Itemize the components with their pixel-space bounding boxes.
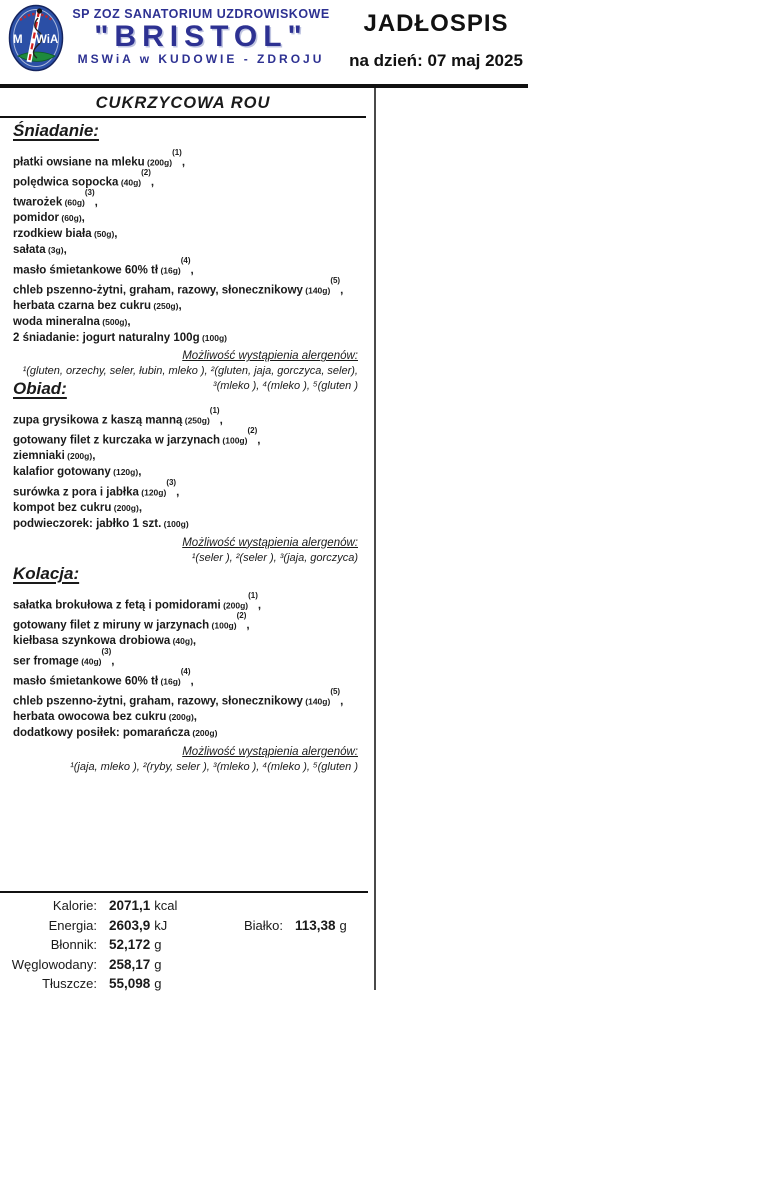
nutrition-value: 2071,1 [109,898,151,913]
nutrition-unit: kcal [154,898,178,913]
allergen-header: Możliwość wystąpienia alergenów: [182,746,358,759]
nutrition-row [0,916,374,936]
menu-item [13,170,366,190]
menu-item-name: kompot bez cukru [13,501,112,514]
allergen-line: ³(mleko ), ⁴(mleko ), ⁵(gluten ) [212,379,358,392]
menu-item-name: surówka z pora i jabłka [13,486,139,499]
nutrition-label: Błonnik: [50,937,97,952]
document-date: na dzień: 07 maj 2025 [349,51,523,70]
menu-item-portion: (120g) [110,467,139,478]
menu-item-tail: , [114,228,118,241]
menu-item-name: sałata [13,243,46,256]
menu-item-portion: (40g) [170,636,193,647]
menu-item-allergen-ref: (4) [180,667,191,677]
allergen-block [0,533,358,566]
menu-item [13,669,366,689]
menu-column [0,88,366,774]
menu-item-allergen-ref: (1) [209,406,220,415]
menu-item-name: rzodkiew biała [13,228,92,241]
menu-item-portion: (200g) [64,451,93,462]
menu-item-tail: , [92,450,96,463]
org-location: MSWiA w KUDOWIE - ZDROJU [77,52,325,66]
nutrition-label: Węglowodany: [11,956,97,972]
menu-item-portion: (120g) [138,487,167,498]
menu-item [13,689,366,709]
menu-item [13,190,366,210]
meal-items [13,150,366,345]
meal-section [0,121,366,393]
menu-item-portion: (100g) [220,435,248,446]
menu-item-name: twarożek [13,196,63,209]
menu-item-portion: (16g) [158,676,181,687]
menu-item-tail: , [257,434,261,447]
menu-item-tail: , [94,196,98,209]
menu-item [13,255,366,278]
menu-item [13,330,366,346]
menu-item [13,516,366,532]
nutrition-row [0,955,374,975]
allergen-line: ¹(seler ), ²(seler ), ³(jaja, gorczyca) [191,551,358,564]
meal-title: Obiad: [13,379,67,398]
menu-item-tail: , [340,284,344,297]
menu-item [13,408,366,428]
menu-item-tail: , [257,599,262,612]
menu-item-name: herbata owocowa bez cukru [13,711,167,724]
nutrition-unit: kJ [154,917,168,933]
menu-item-name: gotowany filet z miruny w jarzynach [13,619,210,632]
menu-item-name: płatki owsiane na mleku [13,156,145,169]
menu-item [13,725,366,741]
menu-item-tail: , [138,466,142,479]
nutrition-label: Energia: [48,917,97,933]
diet-title: CUKRZYCOWA ROU [95,94,271,112]
menu-item-allergen-ref: (5) [330,687,341,697]
allergen-header: Możliwość wystąpienia alergenów: [182,536,358,549]
menu-item-name: podwieczorek: jabłko 1 szt. [13,517,162,530]
menu-item-tail: , [190,264,194,277]
nutrition-label: Kalorie: [52,898,97,913]
menu-item-tail: , [193,711,197,724]
menu-item-allergen-ref: (1) [248,591,258,600]
allergen-block [0,742,358,775]
nutrition-unit: g [154,976,162,991]
menu-item-name: polędwica sopocka [13,176,119,189]
menu-item-portion: (40g) [78,656,102,667]
menu-item-allergen-ref: (4) [180,255,191,265]
menu-item [13,150,366,170]
menu-item [13,298,366,314]
org-subtitle: SP ZOZ SANATORIUM UZDROWISKOWE [72,7,330,21]
menu-item [13,448,366,464]
nutrition-value: 258,17 [109,956,151,972]
nutrition-unit: g [339,917,347,933]
menu-item-name: 2 śniadanie: jogurt naturalny 100g [13,331,200,344]
menu-item-allergen-ref: (3) [166,477,177,487]
allergen-lines [0,551,358,566]
menu-item [13,477,366,500]
mswia-logo-icon [8,4,64,72]
menu-item-portion: (60g) [62,197,85,208]
menu-item-portion: (140g) [302,696,331,707]
menu-item-allergen-ref: (3) [84,188,95,198]
menu-item-portion: (200g) [220,600,249,611]
meal-section [0,379,366,565]
menu-item [13,593,366,613]
menu-item-portion: (50g) [91,229,115,240]
meal-section [0,564,366,775]
menu-item-portion: (250g) [151,301,179,312]
nutrition-block [0,896,374,994]
logo-mswia-text: M [13,34,23,46]
menu-item-allergen-ref: (2) [247,426,258,436]
nutrition-row [0,974,374,994]
menu-item-portion: (3g) [45,244,64,255]
menu-item-name: ser fromage [13,655,79,668]
menu-item-tail: , [127,315,131,328]
menu-item-portion: (60g) [59,213,82,224]
meal-items [13,408,366,532]
menu-item-portion: (200g) [166,712,194,723]
menu-item-tail: , [81,212,85,225]
nutrition-rule [0,891,368,893]
menu-item [13,613,366,633]
menu-item-tail: , [181,156,186,169]
menu-item-name: sałatka brokułowa z fetą i pomidorami [13,599,221,612]
menu-item-allergen-ref: (1) [172,148,182,157]
menu-item-tail: , [340,695,344,708]
menu-item [13,500,366,516]
menu-item [13,275,366,298]
menu-item-name: masło śmietankowe 60% tł [13,264,159,277]
menu-item-name: dodatkowy posiłek: pomarańcza [13,727,191,740]
menu-item-tail: , [178,300,182,313]
menu-item-tail: , [111,655,115,668]
menu-item-name: pomidor [13,212,59,225]
nutrition-row [0,935,374,955]
menu-item-allergen-ref: (5) [330,275,341,285]
menu-item-portion: (100g) [161,518,189,529]
menu-item-portion: (40g) [118,177,142,188]
menu-item-allergen-ref: (2) [236,611,247,621]
column-divider [374,88,376,990]
menu-item-tail: , [246,619,250,632]
menu-item [13,210,366,226]
nutrition-value: 55,098 [109,976,151,991]
menu-item [13,709,366,725]
menu-item-tail: , [219,414,223,427]
menu-item-name: kalafior gotowany [13,466,111,479]
nutrition-row [0,896,374,916]
menu-item [13,428,366,448]
menu-item-allergen-ref: (2) [141,168,151,178]
menu-item-portion: (140g) [302,285,331,296]
menu-item-name: gotowany filet z kurczaka w jarzynach [13,434,221,447]
nutrition-unit: g [154,956,162,972]
menu-item-tail: , [190,675,194,688]
menu-item-portion: (500g) [99,316,128,327]
brand-block [60,7,342,66]
meal-items [13,593,366,741]
menu-item [13,633,366,649]
menu-item-name: zupa grysikowa z kaszą manną [13,414,183,427]
menu-item-portion: (200g) [144,157,173,168]
menu-item-portion: (16g) [158,265,181,276]
menu-item [13,314,366,330]
diet-title-wrap [0,88,366,118]
menu-item-tail: , [176,486,180,499]
meal-title: Śniadanie: [13,121,99,140]
menu-item-tail: , [138,501,143,514]
nutrition-label: Białko: [243,917,283,933]
menu-item-tail: , [63,243,67,256]
menu-item-name: ziemniaki [13,450,65,463]
menu-item-portion: (200g) [111,502,139,513]
menu-item-tail: , [150,176,155,189]
menu-item-name: chleb pszenno-żytni, graham, razowy, słonecznikowy [13,695,303,708]
sanatorium-logo [8,4,64,72]
menu-item-portion: (200g) [190,728,218,739]
svg-text:WiA: WiA [36,34,59,46]
nutrition-value: 113,38 [295,917,336,933]
document-title-block [340,10,532,71]
menu-item-portion: (100g) [209,620,237,631]
menu-item-name: chleb pszenno-żytni, graham, razowy, słonecznikowy [13,284,303,297]
menu-item [13,464,366,480]
org-name: "BRISTOL" [94,20,308,53]
meal-title: Kolacja: [13,564,80,583]
menu-item-portion: (250g) [182,415,210,426]
allergen-line: ¹(jaja, mleko ), ²(ryby, seler ), ³(mleko ), ⁴(mleko ), ⁵(gluten ) [70,761,358,774]
nutrition-value: 2603,9 [109,917,151,933]
menu-item-tail: , [192,635,197,648]
nutrition-label: Tłuszcze: [42,976,97,991]
menu-item-name: herbata czarna bez cukru [13,300,152,313]
allergen-header: Możliwość wystąpienia alergenów: [182,350,358,363]
allergen-line: ¹(gluten, orzechy, seler, łubin, mleko ), ²(gluten, jaja, gorczyca, seler), [22,365,358,378]
nutrition-value: 52,172 [109,937,151,952]
menu-item-portion: (100g) [199,332,228,343]
document-title: JADŁOSPIS [363,10,509,37]
nutrition-unit: g [154,937,162,952]
nutrition-extra [228,916,347,936]
menu-item-name: woda mineralna [13,315,100,328]
menu-item-allergen-ref: (3) [101,647,112,657]
menu-item-name: kiełbasa szynkowa drobiowa [13,635,171,648]
menu-item-name: masło śmietankowe 60% tł [13,675,159,688]
allergen-lines [0,760,358,775]
menu-item [13,226,366,242]
